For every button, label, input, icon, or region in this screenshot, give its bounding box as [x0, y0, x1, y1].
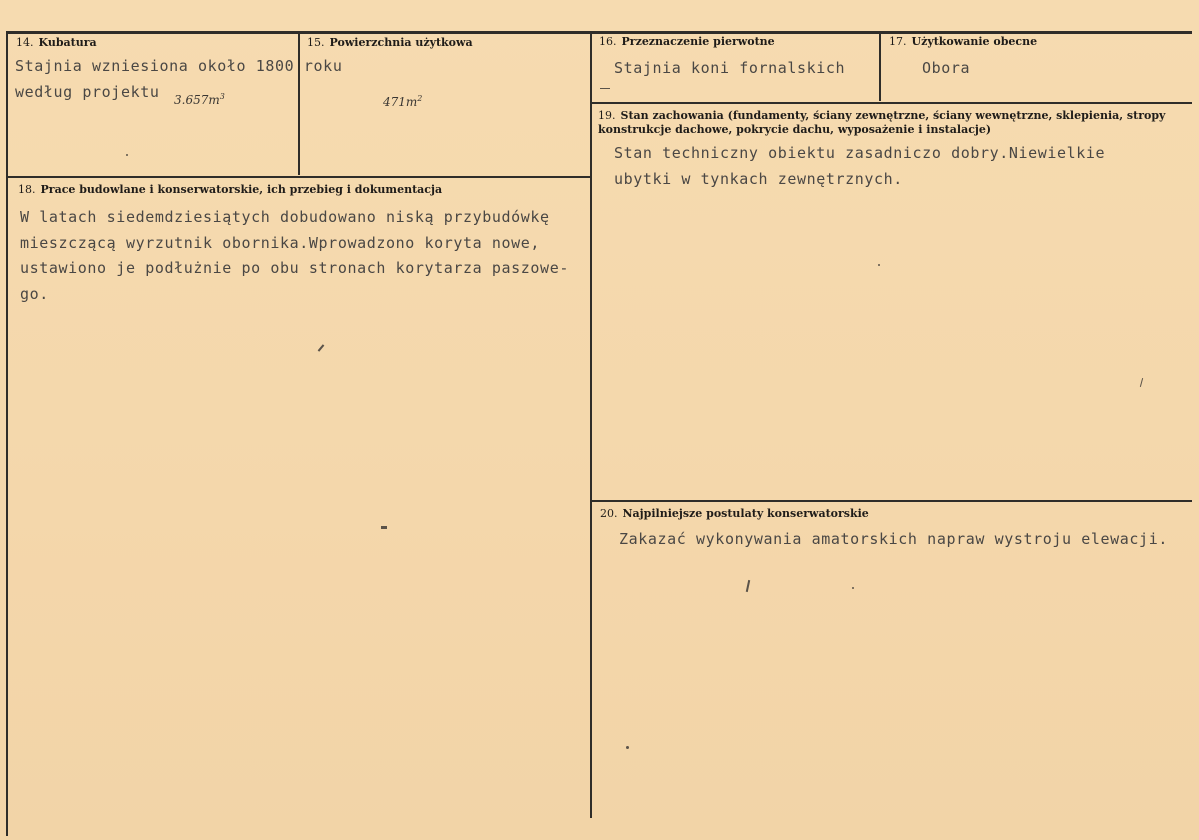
kubatura-handwritten: $3.657m^3$ [174, 92, 225, 107]
field-17-label: 17. Użytkowanie obecne [889, 35, 1038, 48]
field-18-line: W latach siedemdziesiątych dobudowano niską przybudówkę [20, 208, 550, 226]
left-rule [6, 31, 8, 836]
area-handwritten: $471m^2$ [383, 94, 423, 109]
paper-mark [381, 526, 387, 529]
field-18-label: 18. Prace budowlane i konserwatorskie, ich przebieg i dokumentacja [18, 183, 443, 196]
paper-mark [1140, 378, 1143, 387]
field-18-line: ustawiono je podłużnie po obu stronach korytarza paszowe- [20, 259, 569, 277]
field-20-label: 20. Najpilniejsze postulaty konserwatorskie [600, 507, 869, 520]
field-15-label: 15. Powierzchnia użytkowa [307, 36, 473, 49]
rule-under-19 [592, 500, 1192, 502]
top-rule [6, 31, 1192, 34]
field-20-value: Zakazać wykonywania amatorskich napraw wystroju elewacji. [619, 530, 1168, 548]
paper-speck [852, 587, 854, 589]
field-16-label: 16. Przeznaczenie pierwotne [599, 35, 775, 48]
field-19-line: Stan techniczny obiektu zasadniczo dobry.Niewielkie [614, 144, 1106, 162]
field-18-line: go. [20, 285, 49, 303]
paper-speck [878, 264, 880, 266]
field-17-value: Obora [922, 59, 971, 77]
paper-speck [626, 746, 629, 749]
field-18-line: mieszczącą wyrzutnik obornika.Wprowadzono koryta nowe, [20, 234, 541, 252]
divider-14-15 [298, 33, 300, 175]
rule-under-16-17 [592, 102, 1192, 104]
paper-speck [126, 154, 128, 156]
field-14-value-line1: Stajnia wzniesiona około 1800 roku [15, 57, 343, 75]
paper-mark [600, 88, 610, 89]
center-rule [590, 33, 592, 818]
field-19-label: 19. Stan zachowania (fundamenty, ściany zewnętrzne, ściany wewnętrzne, sklepienia, stropy konstrukcje dachowe, pokrycie dachu, wyposażenie i instalacje) [598, 109, 1166, 136]
divider-16-17 [879, 33, 881, 101]
paper-mark [318, 344, 325, 351]
field-14-value-line2: według projektu [15, 83, 160, 101]
paper-mark [746, 580, 750, 592]
rule-under-14-15 [8, 176, 590, 178]
field-14-label: 14. Kubatura [16, 36, 97, 49]
field-16-value: Stajnia koni fornalskich [614, 59, 846, 77]
field-19-line: ubytki w tynkach zewnętrznych. [614, 170, 903, 188]
